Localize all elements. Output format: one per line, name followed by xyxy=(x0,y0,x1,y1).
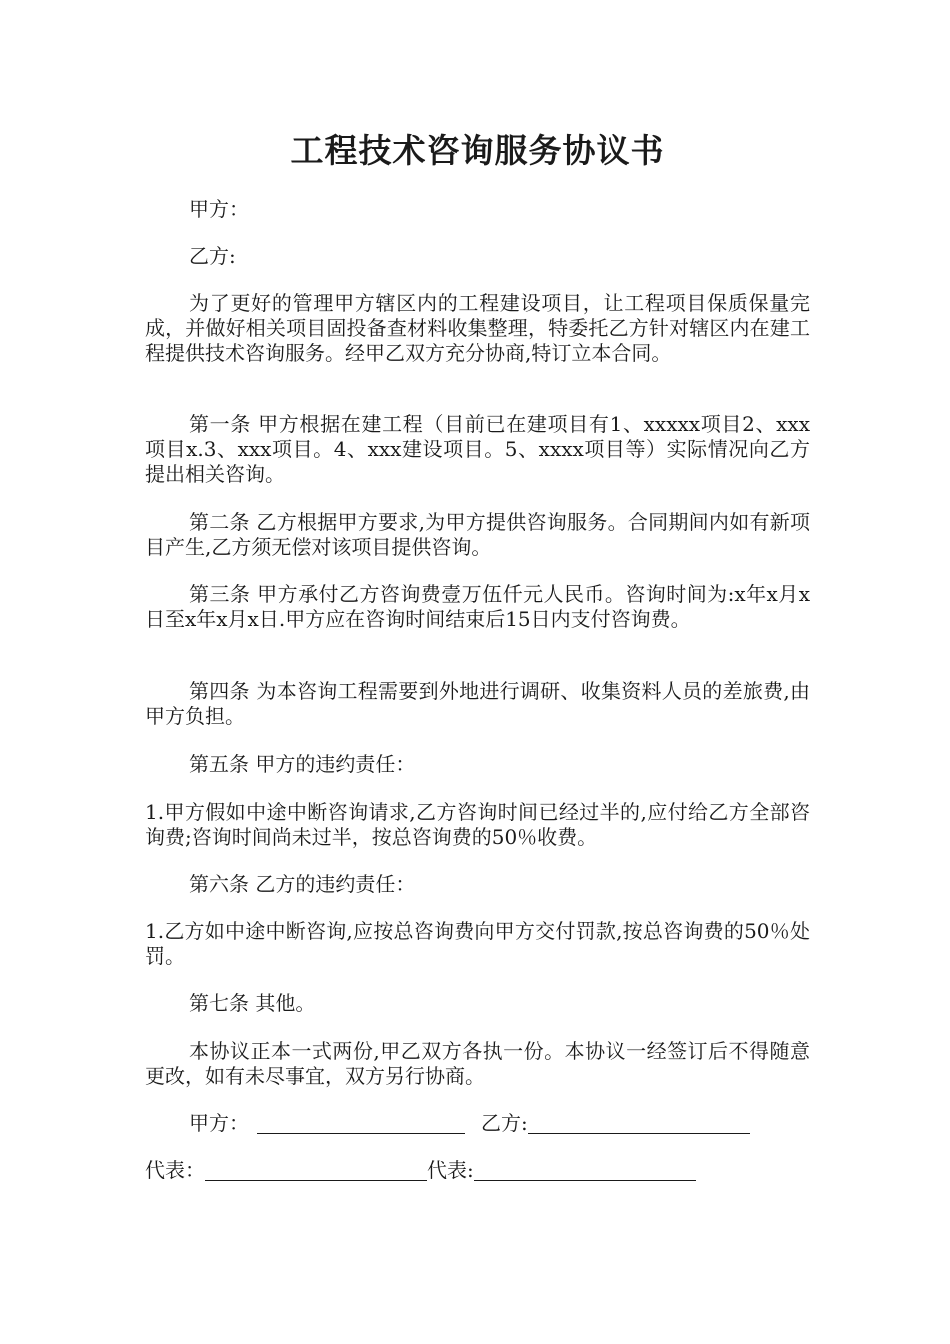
article-6-item-1: 1.乙方如中途中断咨询,应按总咨询费向甲方交付罚款,按总咨询费的50％处罚。 xyxy=(145,919,810,968)
signature-rep-a-label: 代表： xyxy=(145,1158,205,1182)
document-title: 工程技术咨询服务协议书 xyxy=(290,131,665,170)
article-1: 第一条 甲方根据在建工程（目前已在建项目有1、xxxxx项目2、xxx项目x.3、xxx项目。4、xxx建设项目。5、xxxx项目等）实际情况向乙方提出相关咨询。 xyxy=(145,412,810,486)
article-7-heading: 第七条 其他。 xyxy=(189,991,316,1015)
signature-row-representatives xyxy=(145,1158,810,1183)
article-2: 第二条 乙方根据甲方要求,为甲方提供咨询服务。合同期间内如有新项目产生,乙方须无偿对该项目提供咨询。 xyxy=(145,510,810,559)
article-4: 第四条 为本咨询工程需要到外地进行调研、收集资料人员的差旅费,由甲方负担。 xyxy=(145,679,810,728)
article-5-heading: 第五条 甲方的违约责任： xyxy=(189,752,416,776)
article-6-heading: 第六条 乙方的违约责任： xyxy=(189,872,416,896)
party-a-line: 甲方： xyxy=(189,197,249,221)
party-b-line: 乙方: xyxy=(189,244,236,268)
signature-rep-a-line xyxy=(205,1160,427,1181)
signature-party-a-label: 甲方： xyxy=(189,1111,249,1135)
signature-row-parties xyxy=(145,1111,810,1136)
intro-paragraph: 为了更好的管理甲方辖区内的工程建设项目，让工程项目保质保量完成，并做好相关项目固投备查材料收集整理，特委托乙方针对辖区内在建工程提供技术咨询服务。经甲乙双方充分协商,特订立本合同。 xyxy=(145,291,810,365)
signature-rep-b-label: 代表: xyxy=(427,1158,474,1182)
signature-party-b-label: 乙方: xyxy=(481,1111,528,1135)
signature-party-a-line xyxy=(257,1113,465,1134)
signature-rep-b-line xyxy=(474,1160,696,1181)
article-3: 第三条 甲方承付乙方咨询费壹万伍仟元人民币。咨询时间为:x年x月x日至x年x月x日.甲方应在咨询时间结束后15日内支付咨询费。 xyxy=(145,582,810,631)
signature-party-b-line xyxy=(528,1113,750,1134)
article-5-item-1: 1.甲方假如中途中断咨询请求,乙方咨询时间已经过半的,应付给乙方全部咨询费;咨询时间尚未过半，按总咨询费的50％收费。 xyxy=(145,800,810,849)
closing-paragraph: 本协议正本一式两份,甲乙双方各执一份。本协议一经签订后不得随意更改，如有未尽事宜，双方另行协商。 xyxy=(145,1039,810,1088)
